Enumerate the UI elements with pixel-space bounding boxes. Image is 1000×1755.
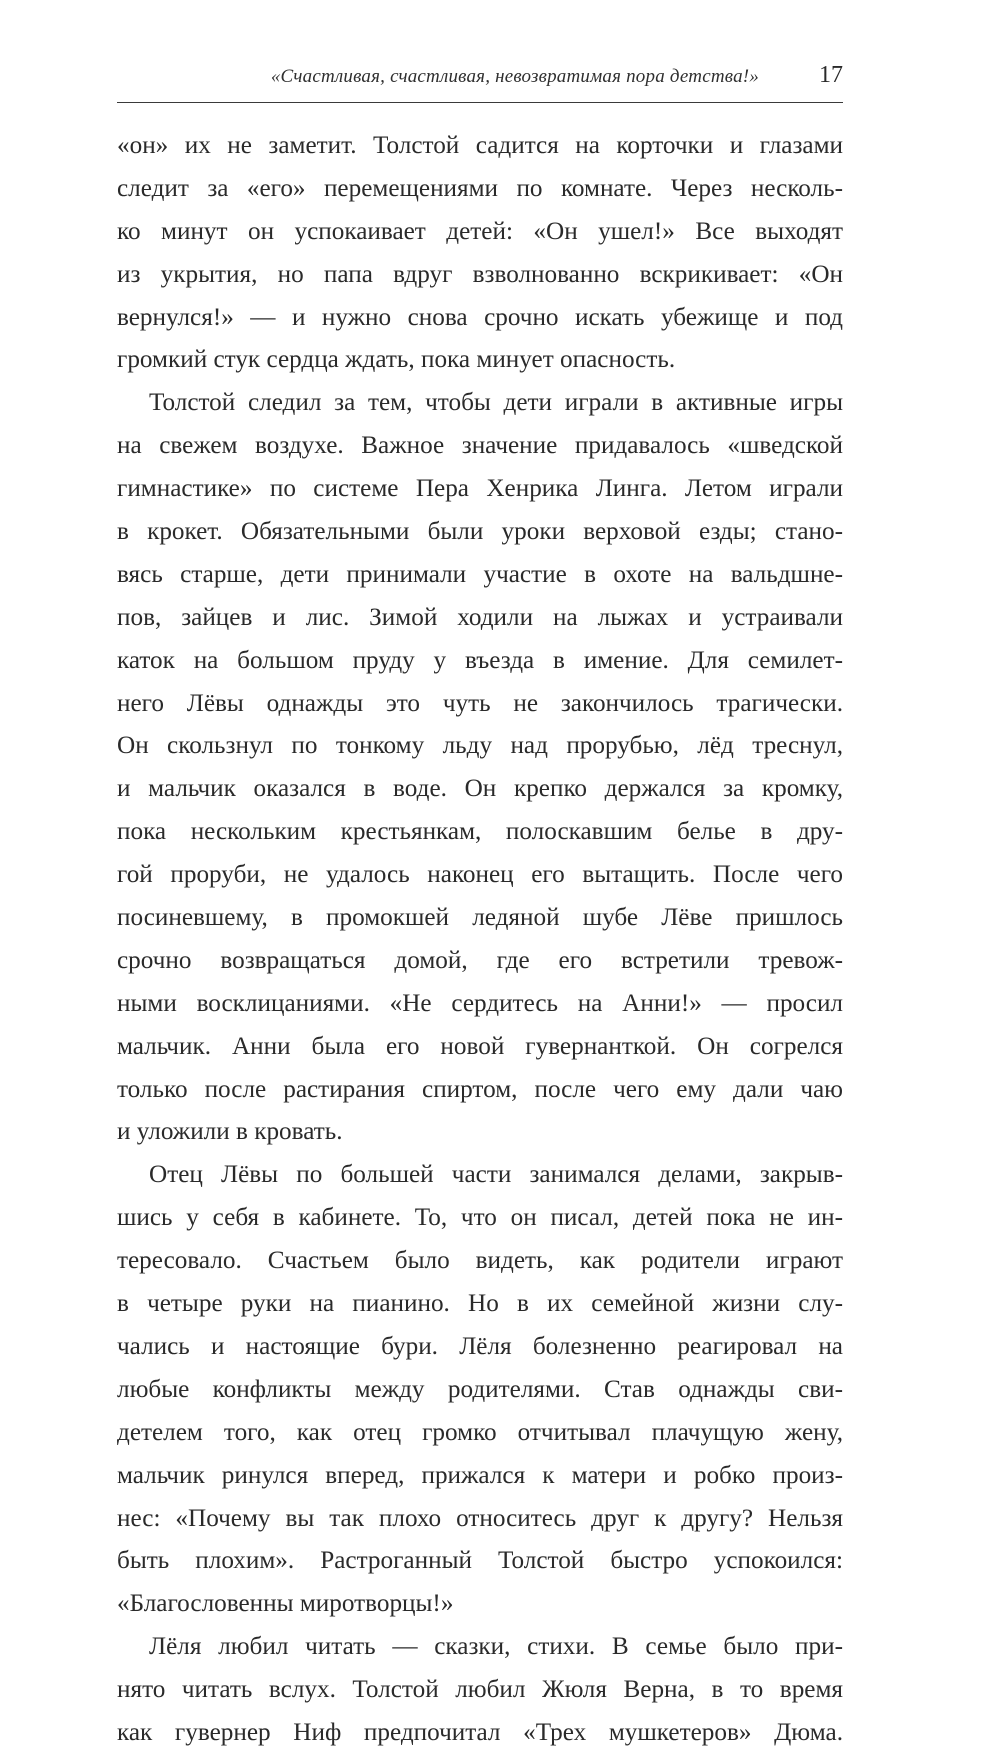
- text-line: вясь старше, дети принимали участие в охоте на вальдшне-: [117, 560, 843, 588]
- running-header: [117, 62, 843, 103]
- text-line: каток на большом пруду у въезда в имение. Для семилет-: [117, 646, 843, 674]
- text-line: гимнастике» по системе Пера Хенрика Линга. Летом играли: [117, 475, 843, 503]
- text-line: только после растирания спиртом, после чего ему дали чаю: [117, 1075, 843, 1103]
- text-line: Он скользнул по тонкому льду над прорубью, лёд треснул,: [117, 732, 843, 760]
- text-line: и мальчик оказался в воде. Он крепко держался за кромку,: [117, 775, 843, 803]
- text-line: детелем того, как отец громко отчитывал плачущую жену,: [117, 1418, 843, 1446]
- text-line: тересовало. Счастьем было видеть, как родители играют: [117, 1247, 843, 1275]
- text-line: чались и настоящие бури. Лёля болезненно реагировал на: [117, 1332, 843, 1360]
- text-line: громкий стук сердца ждать, пока минует опасность.: [117, 346, 676, 374]
- text-line: ными восклицаниями. «Не сердитесь на Анни!» — просил: [117, 989, 843, 1017]
- running-title: «Счастливая, счастливая, невозвратимая пора детства!»: [270, 66, 759, 87]
- text-line: шись у себя в кабинете. То, что он писал, детей пока не ин-: [117, 1204, 843, 1232]
- paragraph-first-line: Толстой следил за тем, чтобы дети играли в активные игры: [149, 389, 843, 417]
- text-line: нято читать вслух. Толстой любил Жюля Верна, в то время: [117, 1676, 843, 1704]
- text-line: пов, зайцев и лис. Зимой ходили на лыжах и устраивали: [117, 603, 843, 631]
- text-line: мальчик. Анни была его новой гувернанткой. Он согрелся: [117, 1032, 843, 1060]
- text-line: как гувернер Ниф предпочитал «Трех мушкетеров» Дюма.: [117, 1718, 843, 1746]
- text-line: быть плохим». Растроганный Толстой быстро успокоился:: [117, 1547, 843, 1575]
- text-line: срочно возвращаться домой, где его встретили тревож-: [117, 946, 843, 974]
- text-line: «он» их не заметит. Толстой садится на корточки и глазами: [117, 132, 843, 159]
- paragraph-first-line: Отец Лёвы по большей части занимался делами, закрыв-: [149, 1161, 843, 1189]
- text-line: гой проруби, не удалось наконец его вытащить. После чего: [117, 861, 843, 889]
- text-line: на свежем воздухе. Важное значение придавалось «шведской: [117, 432, 843, 460]
- text-line: посиневшему, в промокшей ледяной шубе Лёве пришлось: [117, 904, 843, 932]
- text-line: в крокет. Обязательными были уроки верховой езды; стано-: [117, 518, 843, 546]
- text-line: в четыре руки на пианино. Но в их семейной жизни слу-: [117, 1290, 843, 1318]
- paragraph-first-line: Лёля любил читать — сказки, стихи. В семье было при-: [149, 1633, 843, 1661]
- text-line: и уложили в кровать.: [117, 1118, 343, 1146]
- text-line: пока нескольким крестьянкам, полоскавшим белье в дру-: [117, 818, 843, 846]
- text-line: него Лёвы однажды это чуть не закончилось трагически.: [117, 689, 843, 717]
- text-line: из укрытия, но папа вдруг взволнованно вскрикивает: «Он: [117, 260, 843, 288]
- text-line: вернулся!» — и нужно снова срочно искать убежище и под: [117, 303, 843, 331]
- page-number: 17: [819, 62, 843, 88]
- text-line: следит за «его» перемещениями по комнате. Через несколь-: [117, 174, 843, 202]
- text-line: мальчик ринулся вперед, прижался к матери и робко произ-: [117, 1461, 843, 1489]
- text-line: любые конфликты между родителями. Став однажды сви-: [117, 1375, 843, 1403]
- text-line: «Благословенны миротворцы!»: [117, 1590, 454, 1618]
- main-text: [117, 125, 843, 1755]
- book-page: [117, 0, 843, 1746]
- text-line: ко минут он успокаивает детей: «Он ушел!» Все выходят: [117, 217, 843, 245]
- text-line: нес: «Почему вы так плохо относитесь друг к другу? Нельзя: [117, 1504, 843, 1532]
